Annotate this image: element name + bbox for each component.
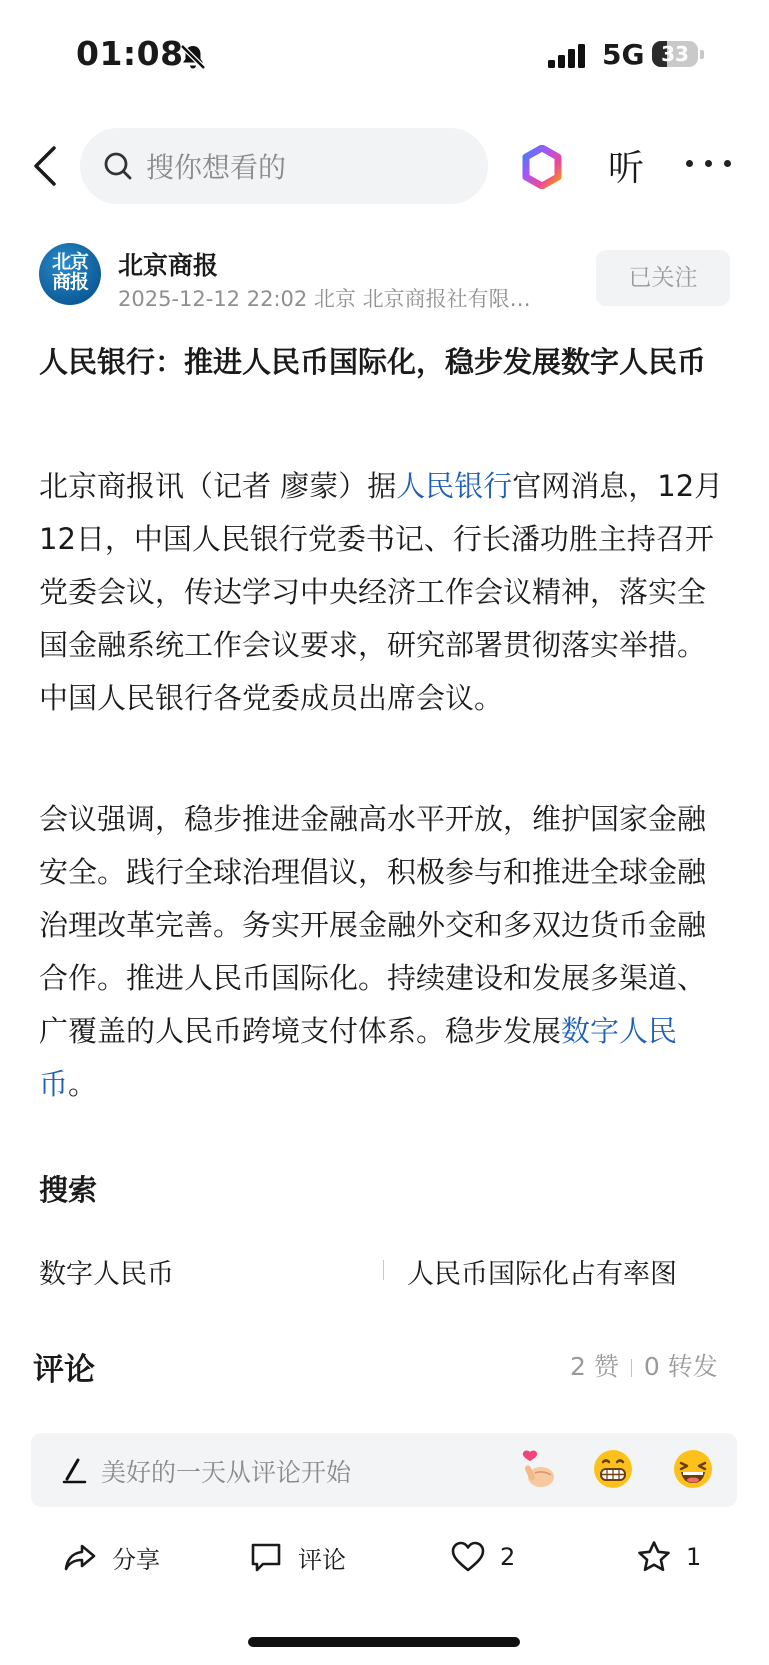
favorite-button[interactable] (636, 1537, 701, 1577)
network-type: 5G (602, 38, 645, 71)
status-time: 01:08 (76, 34, 184, 73)
article-paragraph-2 (39, 793, 729, 1111)
comments-title: 评论 (33, 1352, 95, 1388)
search-input[interactable] (80, 128, 488, 204)
author-meta: 2025-12-12 22:02 北京 北京商报社有限… (118, 287, 531, 311)
share-label: 分享 (112, 1545, 160, 1574)
favorite-count: 1 (686, 1543, 702, 1571)
search-section-title: 搜索 (39, 1173, 98, 1207)
paragraph-text: 会议强调，稳步推进金融高水平开放，维护国家金融安全。践行全球治理倡议，积极参与和推进全球金融治理改革完善。务实开展金融外交和多双边货币金融合作。推进人民币国际化。持续建设和发展多渠道、广覆盖的人民币跨境支付体系。稳步发展 (39, 802, 707, 1048)
battery-icon (652, 41, 698, 67)
author-name[interactable]: 北京商报 (118, 251, 219, 280)
signal-icon (548, 44, 588, 68)
likes-count: 2 赞 (570, 1352, 619, 1381)
star-icon (636, 1539, 672, 1575)
divider (631, 1359, 632, 1377)
more-icon[interactable] (686, 160, 734, 170)
comment-placeholder: 美好的一天从评论开始 (101, 1458, 352, 1487)
share-button[interactable] (62, 1537, 160, 1577)
listen-button[interactable]: 听 (608, 148, 645, 189)
follow-button[interactable]: 已关注 (596, 250, 730, 306)
search-icon (102, 150, 134, 182)
like-button[interactable] (450, 1537, 515, 1577)
paragraph-text: 官网消息，12月12日，中国人民银行党委书记、行长潘功胜主持召开党委会议，传达学习中央经济工作会议精神，落实全国金融系统工作会议要求，研究部署贯彻落实举措。中国人民银行各党委成员出席会议。 (39, 469, 724, 715)
link-central-bank[interactable]: 人民银行 (396, 469, 513, 503)
bell-slash-icon (178, 42, 208, 72)
link-digital-rmb[interactable]: 数字人民币 (39, 1014, 678, 1101)
article-paragraph-1 (39, 460, 729, 725)
grin-emoji-icon[interactable] (591, 1447, 635, 1491)
paragraph-text: 北京商报讯（记者 廖蒙）据 (39, 469, 397, 503)
like-count: 2 (500, 1543, 516, 1571)
heart-hands-emoji-icon[interactable] (517, 1447, 561, 1491)
comment-icon (248, 1539, 284, 1575)
comment-input[interactable] (31, 1433, 737, 1507)
engagement-stats (570, 1347, 718, 1383)
article-title: 人民银行：推进人民币国际化，稳步发展数字人民币 (39, 345, 707, 379)
share-icon (62, 1539, 98, 1575)
laugh-emoji-icon[interactable] (671, 1447, 715, 1491)
shares-count: 0 转发 (643, 1352, 718, 1381)
pen-icon (61, 1455, 89, 1485)
heart-icon (450, 1539, 486, 1575)
search-suggestion[interactable]: 人民币国际化占有率图 (407, 1259, 677, 1290)
divider (383, 1260, 384, 1280)
ai-assistant-icon[interactable] (520, 145, 564, 189)
battery-level: 33 (661, 42, 689, 66)
comment-button[interactable] (248, 1537, 346, 1577)
home-indicator[interactable] (248, 1637, 520, 1647)
comment-label: 评论 (298, 1545, 346, 1574)
search-placeholder: 搜你想看的 (146, 151, 287, 184)
avatar[interactable] (39, 243, 101, 305)
avatar-text-bottom: 商报 (51, 271, 88, 293)
back-arrow-icon[interactable] (28, 140, 68, 192)
avatar-text-top: 北京 (51, 251, 88, 273)
search-suggestion[interactable]: 数字人民币 (39, 1259, 174, 1290)
paragraph-text: 。 (68, 1067, 98, 1101)
battery-tip (700, 50, 704, 59)
